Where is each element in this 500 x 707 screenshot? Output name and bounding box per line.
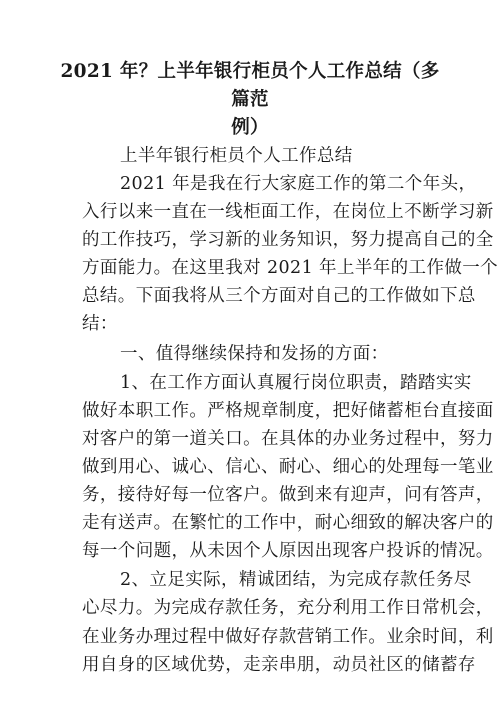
paragraph-line: 心尽力。为完成存款任务，充分利用工作日常机会， [82, 598, 494, 618]
paragraph-line: 走有送声。在繁忙的工作中，耐心细致的解决客户的 [82, 513, 494, 533]
title-line-2: 例） [231, 117, 269, 138]
paragraph-line: 的工作技巧，学习新的业务知识，努力提高自己的全 [82, 230, 494, 250]
paragraph-line: 每一个问题，从未因个人原因出现客户投诉的情况。 [82, 541, 494, 561]
paragraph-line: 2、立足实际，精诚团结，为完成存款任务尽 [120, 570, 472, 590]
title-line-1: 2021 年？上半年银行柜员个人工作总结（多篇范 [60, 61, 440, 110]
paragraph-line: 做到用心、诚心、信心、耐心、细心的处理每一笔业 [82, 457, 494, 477]
section-heading: 上半年银行柜员个人工作总结 [120, 146, 353, 166]
paragraph-line: 做好本职工作。严格规章制度，把好储蓄柜台直接面 [82, 401, 494, 421]
paragraph-line: 入行以来一直在一线柜面工作，在岗位上不断学习新 [82, 202, 494, 222]
paragraph-line: 方面能力。在这里我对 2021 年上半年的工作做一个 [82, 258, 499, 278]
paragraph-line: 1、在工作方面认真履行岗位职责，踏踏实实 [120, 373, 472, 393]
paragraph-line: 2021 年是我在行大家庭工作的第二个年头， [120, 174, 477, 194]
paragraph-line: 在业务办理过程中做好存款营销工作。业余时间，利 [82, 627, 494, 647]
paragraph-line: 对客户的第一道关口。在具体的办业务过程中，努力 [82, 429, 494, 449]
paragraph-line: 用自身的区域优势，走亲串朋，动员社区的储蓄存 [82, 655, 476, 675]
paragraph-line: 总结。下面我将从三个方面对自己的工作做如下总 [82, 286, 476, 306]
document-title [60, 58, 440, 142]
subsection-heading: 一、值得继续保持和发扬的方面： [120, 344, 389, 364]
paragraph-line: 务，接待好每一位客户。做到来有迎声，问有答声， [82, 485, 494, 505]
paragraph-line: 结： [82, 314, 118, 334]
